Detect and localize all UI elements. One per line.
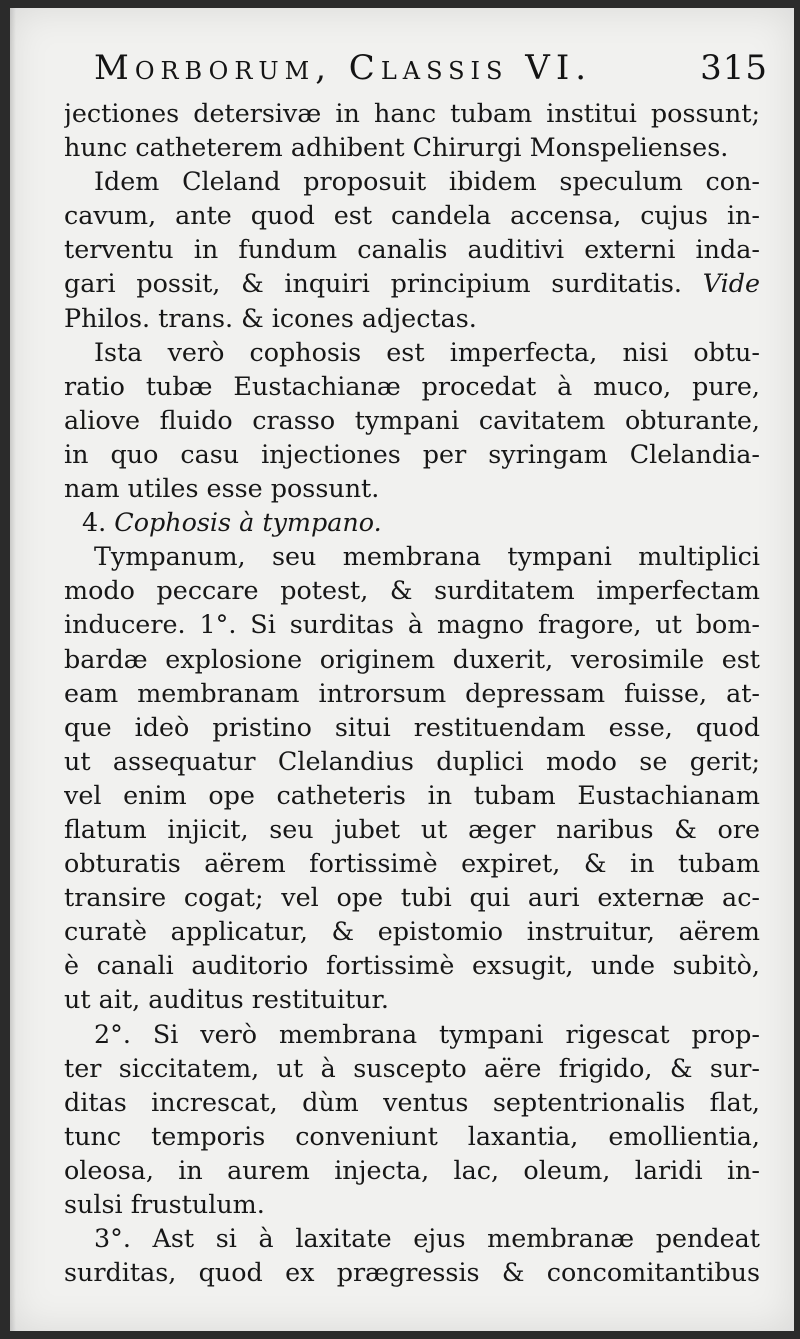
text-segment: gari possit, & inquiri principium surditatis. [64,268,703,299]
paragraph-start-line: 3°. Ast si à laxitate ejus membranæ pendeat [94,1223,760,1254]
text-line: jectiones detersivæ in hanc tubam institui possunt; [64,98,760,128]
text-line: que ideò pristino situi restituendam esse, quod [64,711,760,742]
text-line: aliove fluido crasso tympani cavitatem obturante, [64,404,760,435]
paragraph-start-line: Idem Cleland proposuit ibidem speculum con- [94,166,760,197]
text-line: nam utiles esse possunt. [64,473,380,504]
text-line: tunc temporis conveniunt laxantia, emollientia, [64,1120,760,1151]
text-body [64,96,760,1289]
running-title: Morborum, Classis VI. [94,48,593,88]
page-number: 315 [700,48,768,88]
section-title: Cophosis à tympano. [114,507,382,538]
vide-reference: Vide [702,268,760,299]
text-line: Philos. trans. & icones adjectas. [64,302,477,333]
text-line: ut assequatur Clelandius duplici modo se gerit; [64,745,760,776]
text-line: cavum, ante quod est candela accensa, cujus in- [64,200,760,231]
paragraph-start-line: 2°. Si verò membrana tympani rigescat prop- [94,1018,760,1049]
text-line: flatum injicit, seu jubet ut æger naribus & ore [64,813,760,844]
text-line: eam membranam introrsum depressam fuisse, at- [64,677,760,708]
text-line-with-vide [64,266,760,300]
text-line: modo peccare potest, & surditatem imperfectam [64,575,760,606]
text-line: vel enim ope catheteris in tubam Eustachianam [64,779,760,810]
text-line: curatè applicatur, & epistomio instruitur, aërem [64,916,760,947]
text-line: surditas, quod ex prægressis & concomitantibus [64,1257,760,1288]
text-line: terventu in fundum canalis auditivi externi inda- [64,234,760,265]
section-number: 4. [82,507,115,538]
text-line: bardæ explosione originem duxerit, verosimile est [64,643,760,674]
text-line: ut ait, auditus restituitur. [64,984,389,1015]
text-line: ditas increscat, dùm ventus septentrionalis flat, [64,1086,760,1117]
text-line: ratio tubæ Eustachianæ procedat à muco, pure, [64,370,760,401]
text-line: ter siccitatem, ut à suscepto aëre frigido, & sur- [64,1052,760,1083]
section-heading [64,505,760,539]
page-fold-shadow [10,8,16,1331]
text-line: hunc catheterem adhibent Chirurgi Monspelienses. [64,132,729,163]
book-page [10,8,794,1331]
running-header [94,48,774,98]
paragraph-start-line: Tympanum, seu membrana tympani multiplici [94,541,760,572]
text-line: in quo casu injectiones per syringam Clelandia- [64,438,760,469]
text-line: sulsi frustulum. [64,1189,265,1219]
text-line: è canali auditorio fortissimè exsugit, unde subitò, [64,950,760,981]
text-line: obturatis aërem fortissimè expiret, & in tubam [64,848,760,879]
text-line: transire cogat; vel ope tubi qui auri externæ ac- [64,882,760,913]
text-line: inducere. 1°. Si surditas à magno fragore, ut bom- [64,609,760,640]
text-line: oleosa, in aurem injecta, lac, oleum, laridi in- [64,1154,760,1185]
paragraph-start-line: Ista verò cophosis est imperfecta, nisi obtu- [94,336,760,367]
